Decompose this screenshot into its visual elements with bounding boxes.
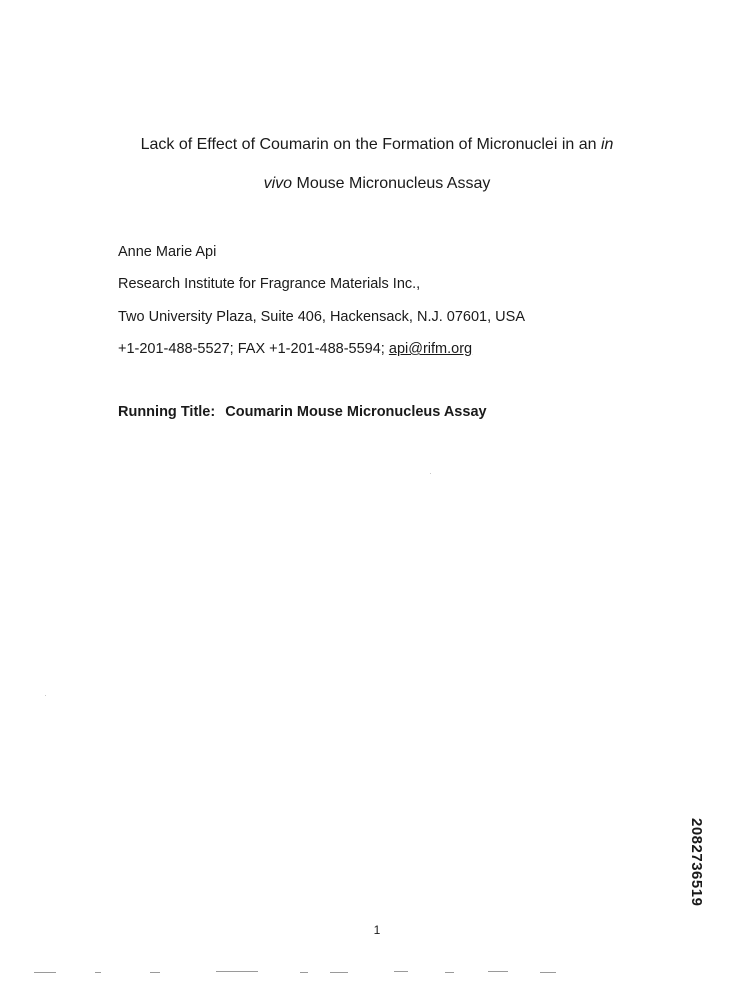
running-title-value: Coumarin Mouse Micronucleus Assay	[225, 404, 487, 420]
author-name: Anne Marie Api	[118, 244, 217, 260]
affiliation: Research Institute for Fragrance Materials Inc.,	[118, 276, 421, 292]
address: Two University Plaza, Suite 406, Hackensack, N.J. 07601, USA	[118, 309, 525, 325]
title-line-2	[0, 174, 754, 194]
title-italic-in: in	[600, 136, 614, 153]
running-title-label: Running Title:	[118, 404, 216, 420]
scan-speck	[430, 473, 431, 474]
scan-artifact	[150, 972, 160, 973]
title-italic-vivo: vivo	[263, 175, 293, 192]
title-line-1	[0, 135, 754, 155]
scan-artifact	[540, 972, 556, 973]
page-number: 1	[373, 923, 381, 937]
title-line-2-text: Mouse Micronucleus Assay	[296, 175, 491, 192]
title-line-1-text: Lack of Effect of Coumarin on the Formation of Micronuclei in an	[140, 136, 597, 153]
scan-artifact	[95, 972, 101, 973]
scan-artifact	[330, 972, 348, 973]
scan-speck	[45, 695, 46, 696]
contact-line	[118, 340, 472, 358]
scan-artifact	[216, 971, 258, 972]
running-title	[118, 403, 487, 421]
scan-artifact	[34, 972, 56, 973]
email-link[interactable]: api@rifm.org	[388, 341, 473, 357]
scan-artifact	[445, 972, 454, 973]
document-id-stamp: 2082736519	[688, 818, 705, 907]
scan-artifact	[394, 971, 408, 972]
scan-artifact	[488, 971, 508, 972]
scan-artifact	[300, 972, 308, 973]
phone-fax: +1-201-488-5527; FAX +1-201-488-5594;	[118, 341, 385, 357]
